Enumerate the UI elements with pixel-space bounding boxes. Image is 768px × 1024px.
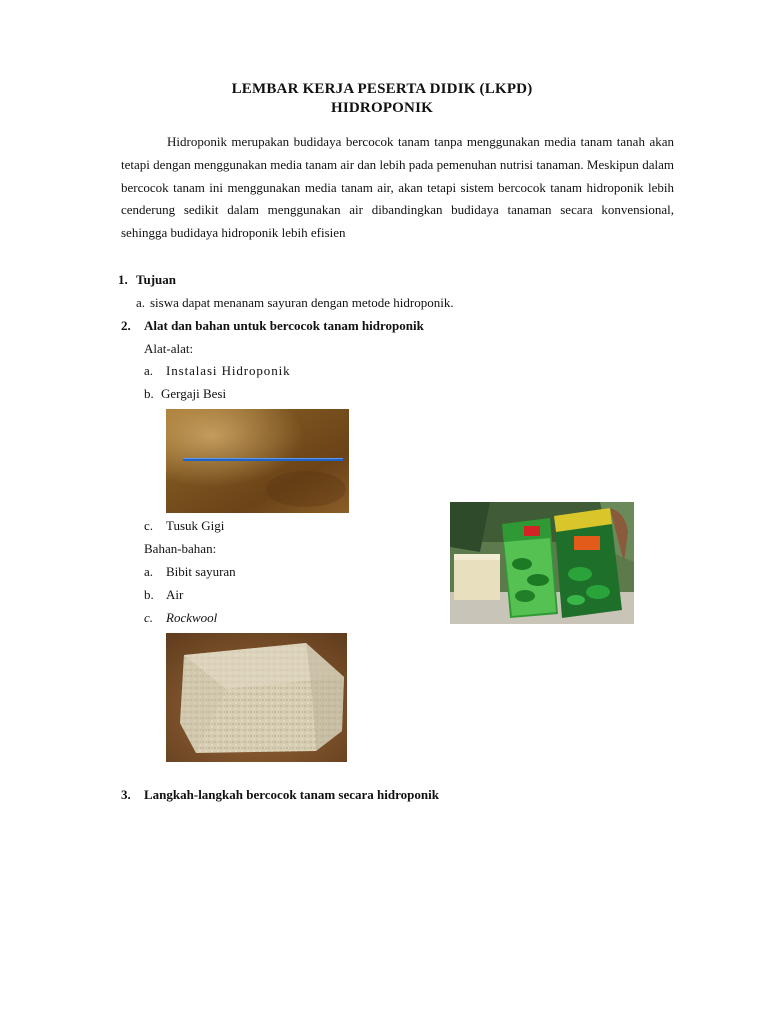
intro-text: Hidroponik merupakan budidaya bercocok tanam tanpa menggunakan media tanam tanah akan tetapi dengan menggunakan media tanam air dan lebih pada pemenuhan nutrisi tanaman. Meskipun dalam bercocok tanam ini menggunakan media tanam air, akan tetapi sistem bercocok tanam hidroponik lebih cenderung sedikit dalam menggunakan air dibandingkan budidaya tanaman secara konvensional, sehingga budidaya hidroponik lebih efisien [121,134,674,241]
section2-number: 2. [121,318,131,333]
material-text-a: Bibit sayuran [166,564,236,579]
page-title: LEMBAR KERJA PESERTA DIDIK (LKPD) [231,81,533,97]
material-marker-a: a. [144,564,154,579]
photo-saw-blade [166,409,349,513]
photo-seed-packets [450,502,634,624]
seed-packets-image [450,502,634,624]
rockwool-image [166,633,347,762]
page-subtitle: HIDROPONIK [330,100,433,116]
section2-heading: Alat dan bahan untuk bercocok tanam hidroponik [144,318,424,333]
tool-marker-a: a. [144,363,154,378]
material-text-b: Air [166,587,184,602]
section1-heading: Tujuan [136,272,176,287]
materials-label: Bahan-bahan: [144,541,217,556]
intro-paragraph [121,131,674,245]
section1-number: 1. [118,272,128,287]
tool-marker-b: b. [144,386,154,401]
tool-text-c: Tusuk Gigi [166,518,225,533]
section1-item-marker: a. [136,295,146,310]
section1-item-text: siswa dapat menanam sayuran dengan metode hidroponik. [150,295,454,310]
material-marker-b: b. [144,587,154,602]
tool-text-b: Gergaji Besi [161,386,227,401]
material-text-c: Rockwool [166,610,218,625]
saw-blade-image [166,409,349,513]
tool-marker-c: c. [144,518,154,533]
tools-label: Alat-alat: [144,341,194,356]
tool-text-a: Instalasi Hidroponik [166,363,291,378]
material-marker-c: c. [144,610,154,625]
section3-number: 3. [121,787,131,802]
photo-rockwool [166,633,347,762]
section3-heading: Langkah-langkah bercocok tanam secara hidroponik [144,787,439,802]
